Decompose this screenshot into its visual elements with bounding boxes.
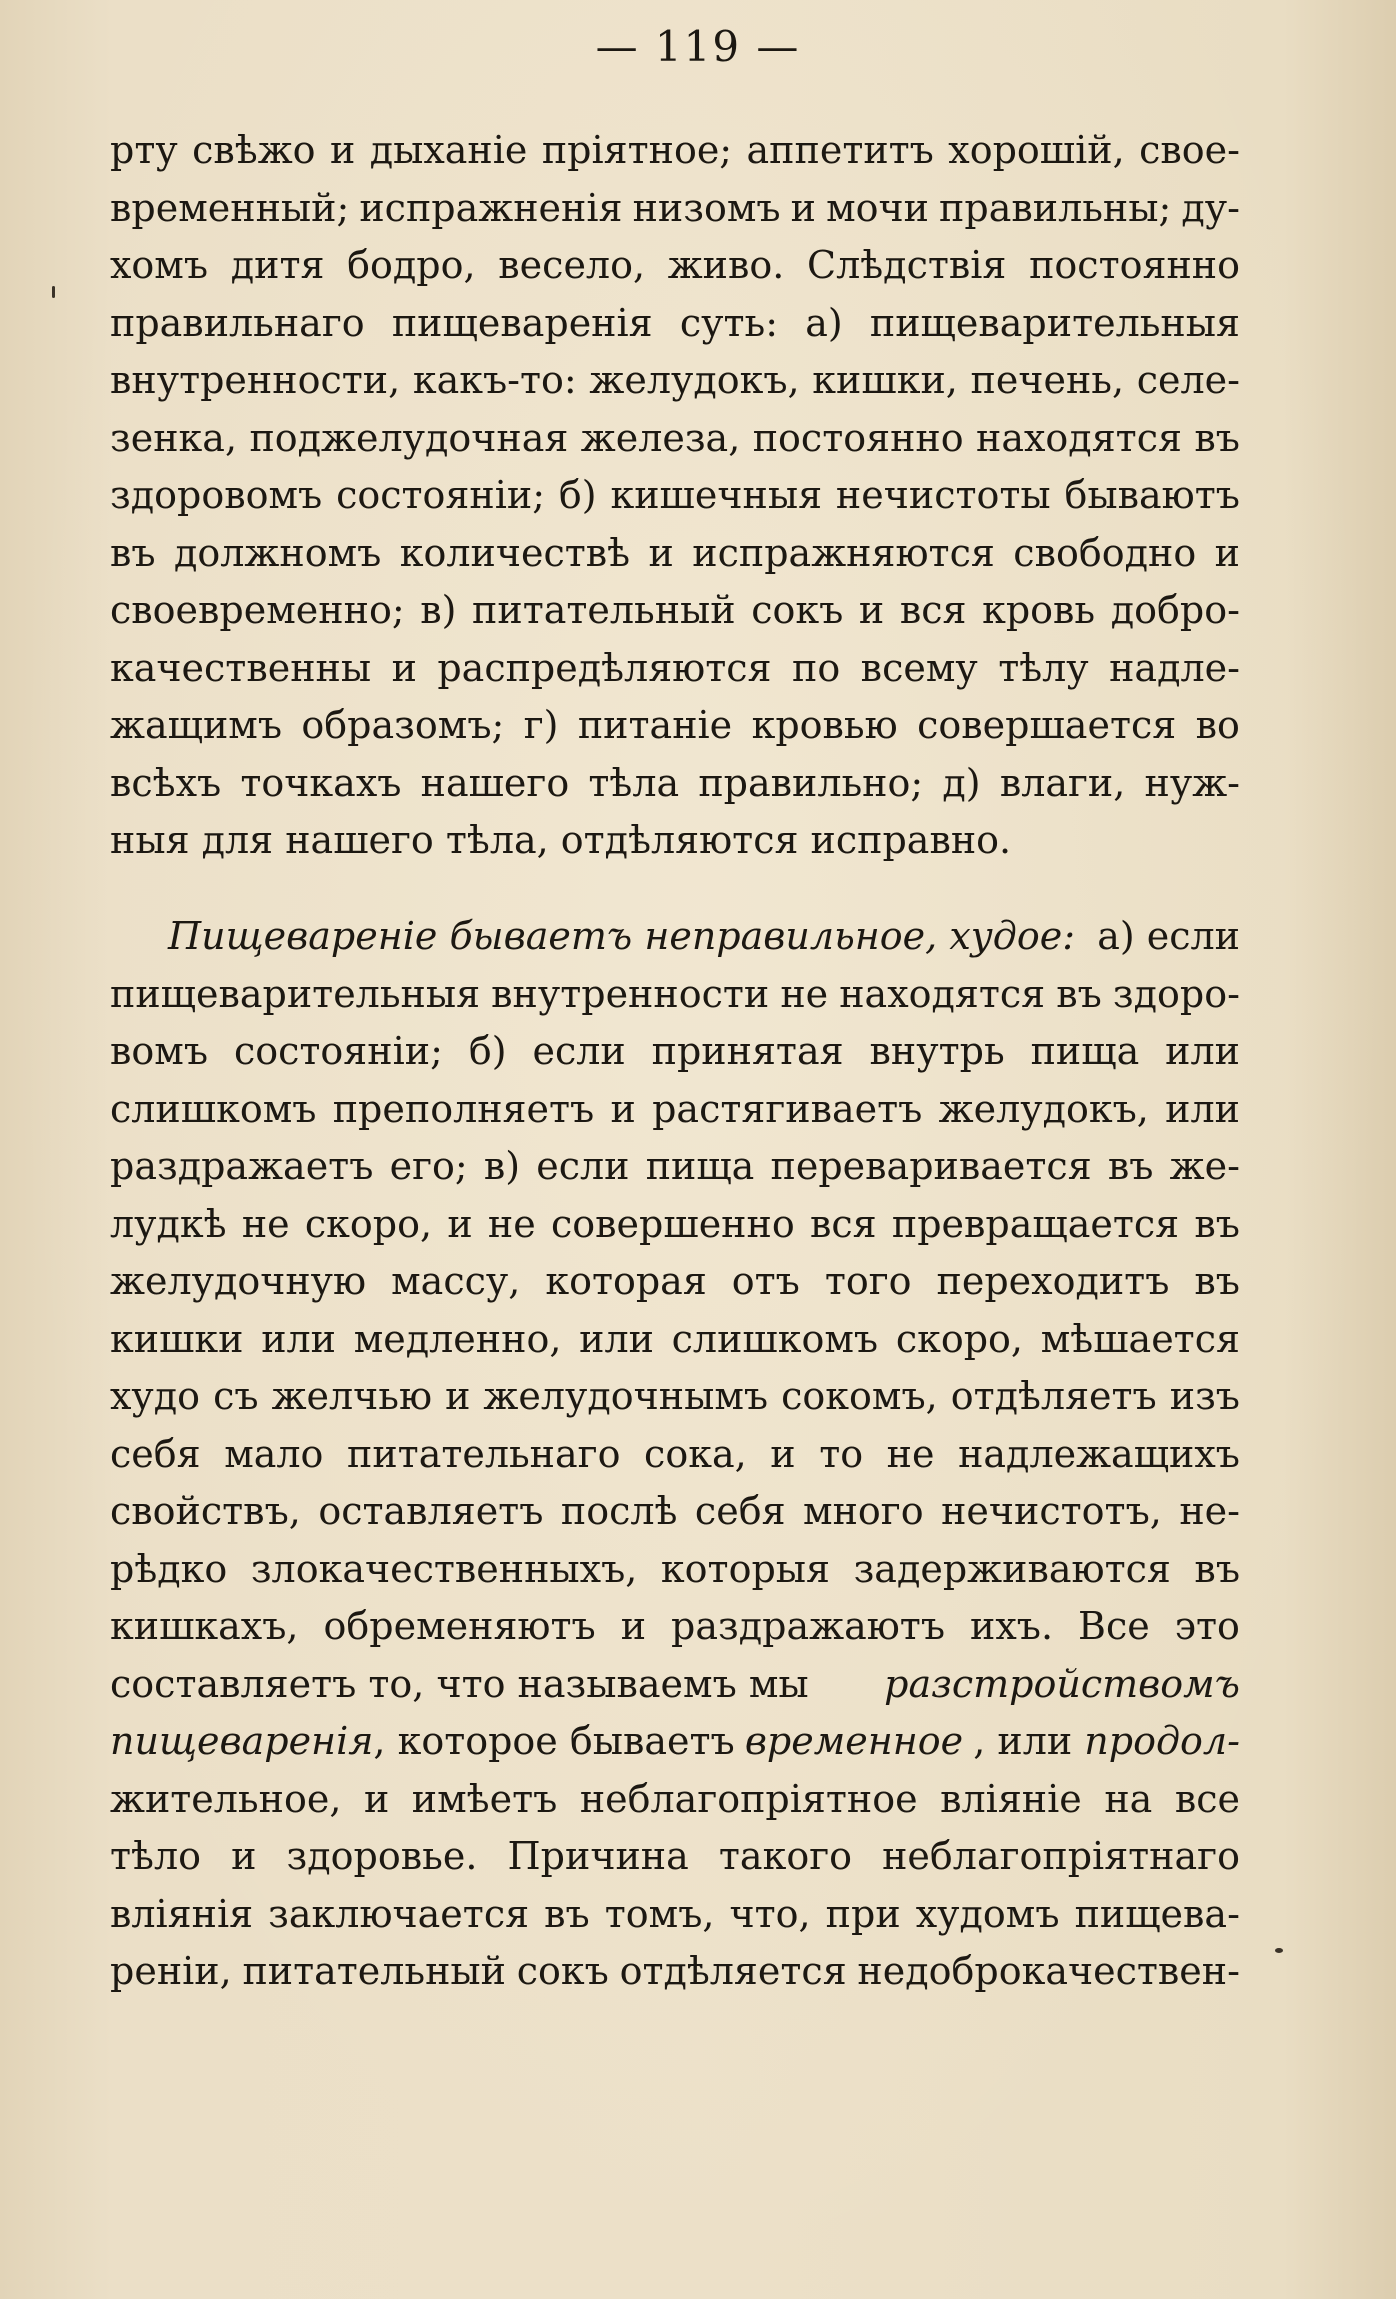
word: какъ-то: [412,358,577,402]
word: суть: [679,300,778,345]
line-fragment [110,1713,735,1771]
word: свободно [1013,530,1197,575]
word: пищева- [1074,1891,1240,1936]
word: сокомъ, [781,1374,938,1418]
word: внутрь [869,1029,1005,1073]
text-line [110,755,1240,813]
word: здоро- [1112,971,1240,1016]
text-line [110,122,1240,180]
word: ихъ. [970,1604,1054,1648]
word: Причина [507,1834,689,1878]
word: кишкахъ, [110,1604,299,1648]
word: сокъ [751,588,844,632]
word: и [329,128,356,172]
word: питательный [472,588,736,632]
word: жащимъ [110,703,283,747]
word: аппетитъ [746,128,934,172]
text-line [110,1713,1240,1771]
word: изъ [1169,1374,1240,1418]
word: отдѣляетъ [950,1374,1157,1418]
word: все [1174,1776,1240,1821]
word: испражняются [692,530,995,575]
word: и [620,1604,647,1648]
text-line [110,640,1240,698]
word: недоброкачествен- [857,1949,1240,1993]
word: в) [483,1144,521,1188]
paragraph-1 [110,122,1240,870]
text-line [110,697,1240,755]
word: не [886,1431,935,1476]
line-fragment [973,1713,1240,1771]
word: не- [1179,1489,1240,1533]
word: вся [809,1201,877,1246]
word: находятся [839,971,1046,1016]
word: питаніе [577,703,733,747]
word: дитя [230,243,325,287]
word: д) [942,760,981,805]
word: что, [729,1891,811,1936]
word: ду- [1181,185,1240,230]
word: медленно, [353,1316,562,1361]
word: нечистоты [835,473,1051,517]
word: если [532,1029,626,1073]
word: отъ [731,1259,800,1303]
word: нечистотъ, [941,1489,1162,1533]
word: такого [718,1834,852,1878]
word: желудочнымъ [483,1374,769,1418]
word: мѣшается [1040,1316,1240,1361]
page-number: — 119 — [595,22,801,71]
text-line [110,467,1240,525]
word: въ [1107,1144,1154,1188]
word: и [1214,530,1240,575]
word: испражненія [359,185,623,230]
word: переваривается [770,1144,1092,1188]
text-line [110,1886,1240,1944]
word: или [579,1316,654,1361]
word: неблагопріятнаго [882,1834,1240,1878]
word: кишечныя [610,473,823,517]
word: преполняетъ [332,1086,595,1131]
word: б) [558,473,597,517]
word: и [770,1431,796,1476]
word: свойствъ, [110,1489,301,1533]
word: и [363,1776,390,1821]
text-line [110,1023,1240,1081]
word: принятая [651,1029,844,1073]
word: живо. [667,243,785,287]
italic-term: разстройствомъ [884,1661,1240,1706]
word: много [803,1489,924,1533]
text-line [110,1828,1240,1886]
word: слишкомъ [110,1086,317,1131]
word: пріятное; [541,128,733,172]
word: рту [110,128,178,172]
word: того [824,1259,912,1303]
italic-term: временное [744,1719,964,1763]
word: не [780,971,829,1016]
word: неблагопріятное [579,1776,918,1821]
text-line [110,1656,1240,1714]
word: низомъ [632,185,781,230]
word: внутренности [491,971,770,1016]
word: совершенно [551,1201,795,1246]
text-line [110,525,1240,583]
word: жительное, [110,1776,342,1821]
word: здоровомъ [110,473,323,517]
word: хорошій, [948,128,1125,172]
word: б) [468,1029,507,1073]
word: весело, [498,243,646,287]
ink-speck [1275,1948,1283,1953]
line-text: , или [973,1719,1073,1763]
word: всему [860,645,978,690]
word: надлежащихъ [958,1431,1240,1476]
word: въ [1056,971,1102,1016]
word: железа, [580,415,741,460]
word: находятся [976,415,1182,460]
word: внутренности, [110,358,401,402]
word: количествѣ [399,530,631,575]
word: въ [544,1891,590,1936]
word: правильны; [939,185,1172,230]
word: желчью [271,1374,433,1418]
word: въ [1194,415,1240,460]
word: рѣдко [110,1546,228,1591]
text-line [110,1196,1240,1254]
italic-lead: Пищевареніе бываетъ неправильное, худое: [168,914,1076,958]
word: влаги, [999,760,1126,805]
word: при [825,1891,901,1936]
text-line [110,812,1240,870]
line-text: , которое бываетъ [373,1719,735,1763]
text-line [110,1311,1240,1369]
word: пища [645,1144,755,1188]
word: и [610,1086,636,1131]
word: пищеварительныя [110,971,481,1016]
word: правильнаго [110,300,365,345]
italic-term: продол- [1084,1719,1240,1763]
text-line [110,237,1240,295]
word: всѣхъ [110,760,222,805]
text-line [110,1771,1240,1829]
word: зенка, [110,415,238,460]
word: пищеваренія [391,300,653,345]
word: которая [545,1259,707,1303]
word: пища [1030,1029,1140,1073]
word: худо [110,1374,201,1418]
text-line [110,582,1240,640]
word: заключается [268,1891,530,1936]
text-line [110,1426,1240,1484]
word: на [1104,1776,1153,1821]
word: желудокъ, [938,1086,1149,1131]
word: въ [110,530,156,575]
word: своевременно; [110,588,405,632]
word: правильно; [698,760,924,805]
word: должномъ [174,530,382,575]
word: бодро, [347,243,476,287]
word: вліянія [110,1891,254,1936]
word: состояніи; [233,1029,443,1073]
word: поджелудочная [249,415,569,460]
text-line [110,180,1240,238]
word: скоро, [304,1201,433,1246]
word: пищеварительныя [869,300,1240,345]
word: имѣетъ [411,1776,558,1821]
word: Слѣдствія [807,243,1007,287]
word: въ [1194,1259,1240,1303]
text-line [110,1081,1240,1139]
word: задерживаются [853,1546,1171,1591]
word: мало [224,1431,324,1476]
word: бываютъ [1064,473,1240,517]
word: во [1195,703,1240,747]
word: образомъ; [301,703,505,747]
word: переходитъ [936,1259,1170,1303]
word: нуж- [1144,760,1240,805]
italic-term: пищеваренія [110,1719,374,1763]
word: добро- [1110,588,1240,632]
word: лудкѣ [110,1201,227,1246]
word: кишки [110,1316,244,1361]
text-line [110,1253,1240,1311]
word: не [241,1201,290,1246]
text-line [110,295,1240,353]
word: реніи, [110,1949,232,1993]
word: и [648,530,674,575]
word: по [792,645,841,690]
word: тѣло [110,1834,201,1878]
word: дыханіе [369,128,528,172]
word: сока, [644,1431,747,1476]
word: или [1165,1086,1240,1131]
word: Все [1078,1604,1150,1648]
word: качественны [110,645,372,690]
paragraph-2 [110,908,1240,2001]
ink-speck [52,286,55,298]
word: и [790,185,816,230]
word: и [231,1834,257,1878]
word: или [261,1316,336,1361]
text-line [110,410,1240,468]
word: распредѣляются [437,645,772,690]
word: печень, [970,358,1125,402]
word: слишкомъ [671,1316,879,1361]
word: томъ, [604,1891,715,1936]
word: мочи [826,185,929,230]
word: совершается [917,703,1177,747]
word: вся [899,588,967,632]
word: постоянно [752,415,964,460]
word: свѣжо [192,128,316,172]
word: вліяніе [940,1776,1082,1821]
word: свое- [1139,128,1240,172]
text-line [110,966,1240,1024]
word: и [858,588,885,632]
text-line [110,1541,1240,1599]
word: это [1174,1604,1240,1648]
word: себя [694,1489,786,1533]
word: и [391,645,417,690]
word: то [819,1431,864,1476]
text-line [110,1368,1240,1426]
word: оставляетъ [318,1489,544,1533]
word: съ [213,1374,259,1418]
word: отдѣляется [619,1949,847,1993]
word: послѣ [560,1489,678,1533]
word: въ [1194,1546,1240,1591]
word: массу, [391,1259,521,1303]
word: въ [1194,1201,1240,1246]
word: надле- [1109,645,1240,690]
word: состояніи; [336,473,546,517]
word: питательнаго [347,1431,621,1476]
word: худомъ [915,1891,1060,1936]
word: и [447,1201,473,1246]
word: сокъ [516,1949,609,1993]
line-text: ныя для нашего тѣла, отдѣляются исправно. [110,818,1012,862]
word: обременяютъ [323,1604,596,1648]
word: точкахъ [240,760,402,805]
word: скоро, [895,1316,1024,1361]
word: злокачественныхъ, [250,1546,638,1591]
text-line [110,1598,1240,1656]
line-text: а) если [1097,914,1240,958]
text-line [110,352,1240,410]
word: себя [110,1431,201,1476]
word: кишки, [812,358,958,402]
word: растягиваетъ [652,1086,923,1131]
text-line [110,908,1240,966]
word: постоянно [1029,243,1240,287]
word: тѣлу [998,645,1089,690]
text-line [110,1943,1240,2001]
word: же- [1169,1144,1240,1188]
word: если [536,1144,630,1188]
word: временный; [110,185,350,230]
word: а) [805,300,843,345]
text-line [110,1483,1240,1541]
word: или [1165,1029,1240,1073]
word: его; [389,1144,468,1188]
word: хомъ [110,243,209,287]
word: питательный [242,1949,507,1993]
word: кровь [982,588,1096,632]
word: которыя [660,1546,830,1591]
word: превращается [891,1201,1180,1246]
word: и [445,1374,471,1418]
word: кровью [751,703,898,747]
word: нашего [420,760,570,805]
word: селе- [1136,358,1240,402]
word: раздражаетъ [110,1144,374,1188]
line-text: составляетъ то, что называемъ мы [110,1661,809,1706]
word: желудокъ, [589,358,800,402]
text-line [110,1138,1240,1196]
word: вомъ [110,1029,209,1073]
word: в) [420,588,457,632]
word: не [487,1201,536,1246]
word: тѣла [588,760,680,805]
word: раздражаютъ [671,1604,946,1648]
word: г) [523,703,559,747]
word: желудочную [110,1259,367,1303]
word: здоровье. [286,1834,478,1878]
